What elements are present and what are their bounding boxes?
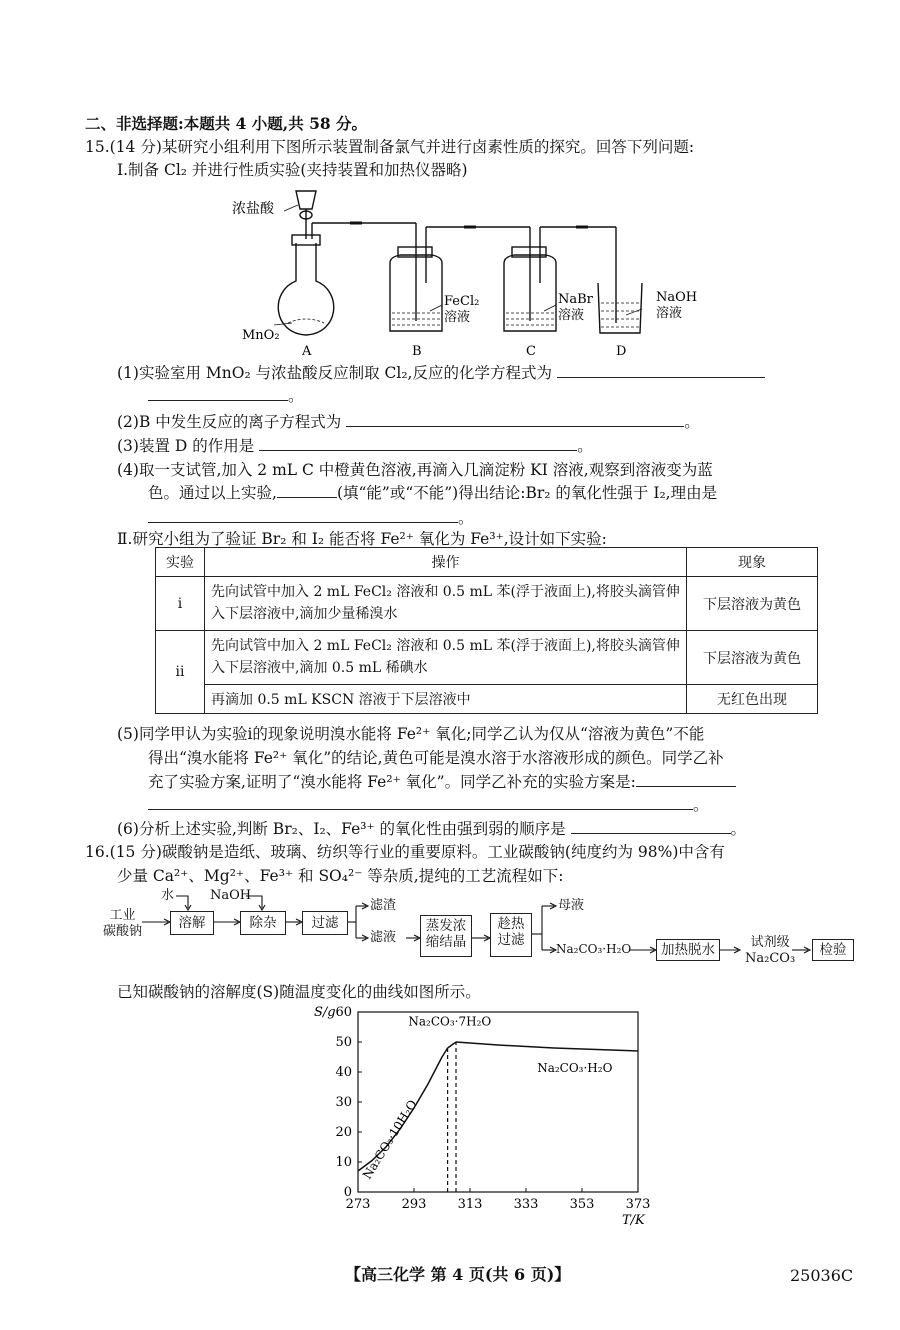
flow-step-dissolve: 溶解 bbox=[170, 911, 214, 935]
label-b: B bbox=[412, 344, 422, 359]
q15-4-line1: (4)取一支试管,加入 2 mL C 中橙黄色溶液,再滴入几滴淀粉 KI 溶液,观察到溶液变为蓝 bbox=[117, 461, 713, 479]
q15-5-line2: 得出“溴水能将 Fe²⁺ 氧化”的结论,黄色可能是溴水溶于水溶液形成的颜色。同学乙补 bbox=[148, 749, 724, 767]
x-tick-label: 333 bbox=[513, 1197, 539, 1212]
flow-naoh-label: NaOH bbox=[210, 888, 252, 903]
c-reagent-1: NaBr bbox=[558, 292, 593, 307]
flow-residue: 滤渣 bbox=[370, 898, 397, 913]
flow-filtrate: 滤液 bbox=[370, 930, 397, 945]
flow-step-evaporate: 蒸发浓缩结晶 bbox=[420, 915, 472, 957]
flow-water-label: 水 bbox=[161, 888, 175, 903]
label-a: A bbox=[302, 344, 312, 359]
footer-page: 【高三化学 第 4 页(共 6 页)】 bbox=[345, 1265, 571, 1284]
x-tick-label: 373 bbox=[625, 1197, 651, 1212]
label-c: C bbox=[526, 344, 536, 359]
b-reagent-2: 溶液 bbox=[444, 310, 471, 325]
series-label: Na₂CO₃·7H₂O bbox=[408, 1014, 492, 1029]
solubility-chart bbox=[300, 1000, 680, 1230]
table-header-op: 操作 bbox=[205, 548, 687, 577]
experiment-table bbox=[155, 547, 818, 714]
q15-5-line1: (5)同学甲认为实验ⅰ的现象说明溴水能将 Fe²⁺ 氧化;同学乙认为仅从“溶液为黄色”不能 bbox=[117, 725, 705, 743]
y-tick-label: 40 bbox=[335, 1065, 352, 1080]
y-tick-label: 50 bbox=[335, 1035, 352, 1050]
flow-step-filter: 过滤 bbox=[302, 911, 348, 935]
x-tick-label: 353 bbox=[569, 1197, 595, 1212]
q16-intro-line2: 少量 Ca²⁺、Mg²⁺、Fe³⁺ 和 SO₄²⁻ 等杂质,提纯的工艺流程如下: bbox=[117, 867, 564, 885]
b-reagent-1: FeCl₂ bbox=[444, 294, 480, 309]
series-label: Na₂CO₃·10H₂O bbox=[359, 1097, 420, 1182]
label-d: D bbox=[616, 344, 627, 359]
q15-4-line2: 色。通过以上实验, (填“能”或“不能”)得出结论:Br₂ 的氧化性强于 I₂,理由是 bbox=[148, 484, 718, 502]
table-row: 再滴加 0.5 mL KSCN 溶液于下层溶液中 无红色出现 bbox=[156, 685, 818, 714]
table-header-result: 现象 bbox=[687, 548, 818, 577]
q15-intro: 15.(14 分)某研究小组利用下图所示装置制备氯气并进行卤素性质的探究。回答下列问题: bbox=[85, 138, 695, 156]
flow-step-purify: 除杂 bbox=[240, 911, 286, 935]
d-reagent-2: 溶液 bbox=[656, 306, 683, 321]
flow-input: 工业 碳酸钠 bbox=[103, 908, 143, 939]
series-line bbox=[456, 1042, 638, 1051]
y-tick-label: 20 bbox=[335, 1125, 352, 1140]
y-tick-label: 10 bbox=[335, 1155, 352, 1170]
table-row: ⅱ 先向试管中加入 2 mL FeCl₂ 溶液和 0.5 mL 苯(浮于液面上),将胶头滴管伸入下层溶液中,滴加 0.5 mL 稀碘水 下层溶液为黄色 bbox=[156, 631, 818, 685]
q15-4-end: 。 bbox=[148, 506, 474, 528]
x-axis-label: T/K bbox=[622, 1213, 645, 1228]
table-row: ⅰ 先向试管中加入 2 mL FeCl₂ 溶液和 0.5 mL 苯(浮于液面上),将胶头滴管伸入下层溶液中,滴加少量稀溴水 下层溶液为黄色 bbox=[156, 577, 818, 631]
q15-1-end: 。 bbox=[148, 384, 304, 406]
q15-part2-title: Ⅱ.研究小组为了验证 Br₂ 和 I₂ 能否将 Fe²⁺ 氧化为 Fe³⁺,设计如下实验: bbox=[117, 530, 607, 548]
q16-intro-line1: 16.(15 分)碳酸钠是造纸、玻璃、纺织等行业的重要原料。工业碳酸钠(纯度约为 98%)中含有 bbox=[85, 843, 725, 861]
solubility-note: 已知碳酸钠的溶解度(S)随温度变化的曲线如图所示。 bbox=[117, 983, 481, 1001]
q15-6: (6)分析上述实验,判断 Br₂、I₂、Fe³⁺ 的氧化性由强到弱的顺序是 。 bbox=[117, 820, 747, 838]
flask-a bbox=[278, 243, 333, 335]
section-heading: 二、非选择题:本题共 4 小题,共 58 分。 bbox=[85, 114, 368, 133]
apparatus-diagram bbox=[230, 183, 710, 363]
flow-step-hot-filter: 趁热过滤 bbox=[490, 913, 532, 957]
flow-product: 试剂级 Na₂CO₃ bbox=[745, 935, 796, 966]
c-reagent-2: 溶液 bbox=[558, 308, 585, 323]
footer-code: 25036C bbox=[790, 1266, 854, 1285]
flow-step-test: 检验 bbox=[812, 939, 854, 961]
flow-step-dehydrate: 加热脱水 bbox=[656, 939, 720, 961]
series-label: Na₂CO₃·H₂O bbox=[537, 1061, 613, 1075]
y-tick-label: 0 bbox=[343, 1185, 352, 1200]
acid-label: 浓盐酸 bbox=[232, 201, 274, 217]
x-tick-label: 273 bbox=[345, 1197, 371, 1212]
mno2-label: MnO₂ bbox=[242, 328, 280, 343]
q15-3: (3)装置 D 的作用是 。 bbox=[117, 437, 593, 455]
q15-5-line3: 充了实验方案,证明了“溴水能将 Fe²⁺ 氧化”。同学乙补充的实验方案是: bbox=[148, 770, 736, 792]
table-header-exp: 实验 bbox=[156, 548, 205, 577]
q15-2: (2)B 中发生反应的离子方程式为 。 bbox=[117, 413, 700, 431]
q15-1: (1)实验室用 MnO₂ 与浓盐酸反应制取 Cl₂,反应的化学方程式为 bbox=[117, 361, 765, 383]
flow-mother-liquor: 母液 bbox=[558, 898, 585, 913]
y-tick-label: 30 bbox=[335, 1095, 352, 1110]
x-tick-label: 313 bbox=[457, 1197, 483, 1212]
series-line bbox=[448, 1042, 456, 1048]
y-tick-label: 60 bbox=[335, 1005, 352, 1020]
plot-frame bbox=[358, 1012, 638, 1192]
flow-hydrate: Na₂CO₃·H₂O bbox=[556, 942, 632, 956]
beaker-d bbox=[598, 283, 642, 333]
q15-5-end: 。 bbox=[148, 793, 709, 815]
d-reagent-1: NaOH bbox=[656, 290, 698, 305]
y-axis-label: S/g bbox=[314, 1005, 336, 1020]
x-tick-label: 293 bbox=[401, 1197, 427, 1212]
q15-part1-title: Ⅰ.制备 Cl₂ 并进行性质实验(夹持装置和加热仪器略) bbox=[117, 161, 468, 179]
separatory-funnel bbox=[296, 191, 316, 209]
